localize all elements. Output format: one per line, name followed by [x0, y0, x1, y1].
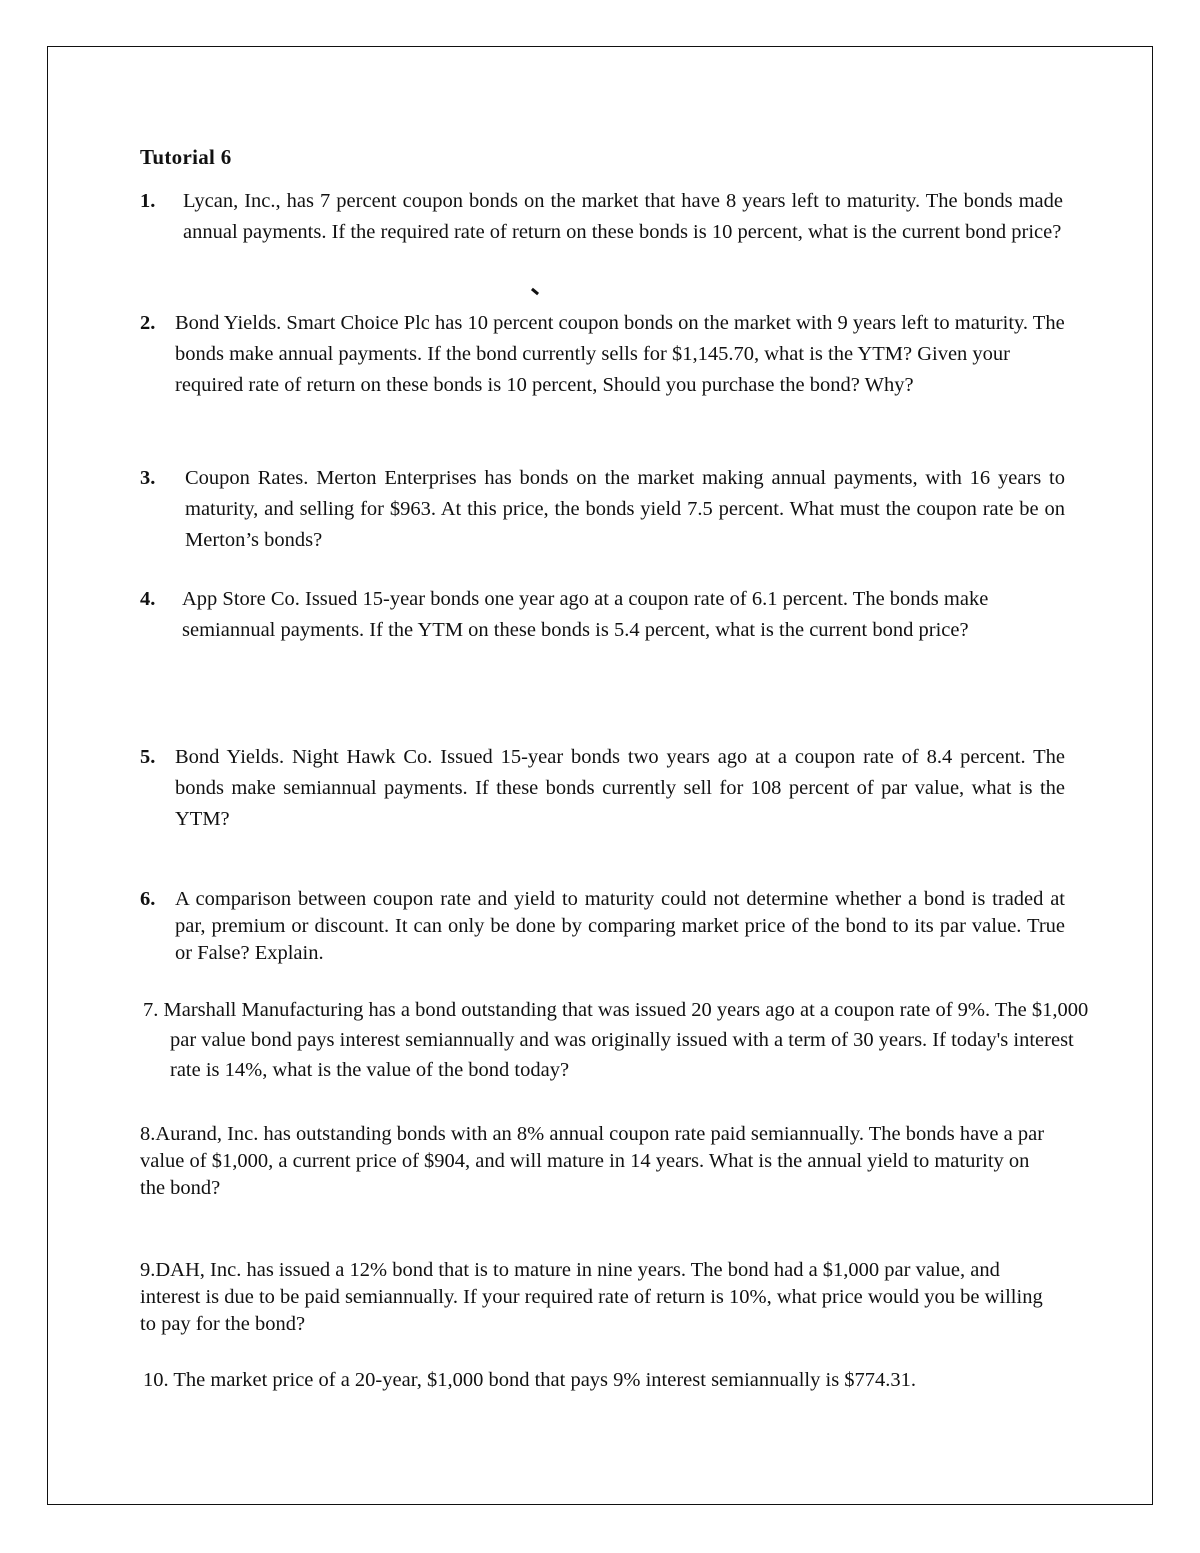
question-text: Lycan, Inc., has 7 percent coupon bonds on the market that have 8 years left to maturity. The bonds made annual payments. If the required rate of return on these bonds is 10 percent, what is the current bond price? — [183, 190, 1063, 243]
question-number: 6. — [140, 888, 156, 910]
question-number: 5. — [140, 746, 156, 768]
question-3 — [140, 463, 1065, 556]
question-9 — [140, 1257, 1050, 1338]
question-text: Coupon Rates. Merton Enterprises has bonds on the market making annual payments, with 16 years to maturity, and selling for $963. At this price, the bonds yield 7.5 percent. What must the coupon rate be on Merton’s bonds? — [185, 467, 1065, 551]
question-text: 9.DAH, Inc. has issued a 12% bond that is to mature in nine years. The bond had a $1,000 par value, and interest is due to be paid semiannually. If your required rate of return is 10%, what price would you be willing to pay for the bond? — [140, 1259, 1043, 1335]
question-text: Bond Yields. Night Hawk Co. Issued 15-year bonds two years ago at a coupon rate of 8.4 percent. The bonds make semiannual payments. If these bonds currently sell for 108 percent of par value, what is the YTM? — [175, 746, 1065, 830]
question-text: 10. The market price of a 20-year, $1,000 bond that pays 9% interest semiannually is $774.31. — [143, 1369, 917, 1391]
question-8 — [140, 1121, 1050, 1202]
question-number: 2. — [140, 312, 156, 334]
question-text: App Store Co. Issued 15-year bonds one year ago at a coupon rate of 6.1 percent. The bonds make semiannual payments. If the YTM on these bonds is 5.4 percent, what is the current bond price? — [182, 588, 989, 641]
question-5 — [140, 742, 1065, 835]
question-text: Bond Yields. Smart Choice Plc has 10 percent coupon bonds on the market with 9 years left to maturity. The bonds make annual payments. If the bond currently sells for $1,145.70, what is the YTM? Given your required rate of return on these bonds is 10 percent, Should you purchase the bond? Why? — [175, 312, 1065, 396]
question-text: 7. Marshall Manufacturing has a bond outstanding that was issued 20 years ago at a coupon rate of 9%. The $1,000 par value bond pays interest semiannually and was originally issued with a term of 30 years. If today's interest rate is 14%, what is the value of the bond today? — [143, 999, 1089, 1081]
question-number: 1. — [140, 190, 156, 212]
question-number: 4. — [140, 588, 156, 610]
question-6 — [140, 886, 1065, 967]
question-1 — [140, 186, 1063, 248]
question-number: 3. — [140, 467, 156, 489]
question-2 — [140, 308, 1070, 401]
question-4 — [140, 584, 1065, 646]
question-text: A comparison between coupon rate and yield to maturity could not determine whether a bond is traded at par, premium or discount. It can only be done by comparing market price of the bond to its par value. True or False? Explain. — [175, 888, 1065, 964]
page-title: Tutorial 6 — [140, 145, 232, 169]
question-text: 8.Aurand, Inc. has outstanding bonds with an 8% annual coupon rate paid semiannually. The bonds have a par value of $1,000, a current price of $904, and will mature in 14 years. What is the annual yield to maturity on the bond? — [140, 1123, 1045, 1199]
question-10 — [143, 1365, 1063, 1396]
question-7 — [143, 995, 1090, 1085]
